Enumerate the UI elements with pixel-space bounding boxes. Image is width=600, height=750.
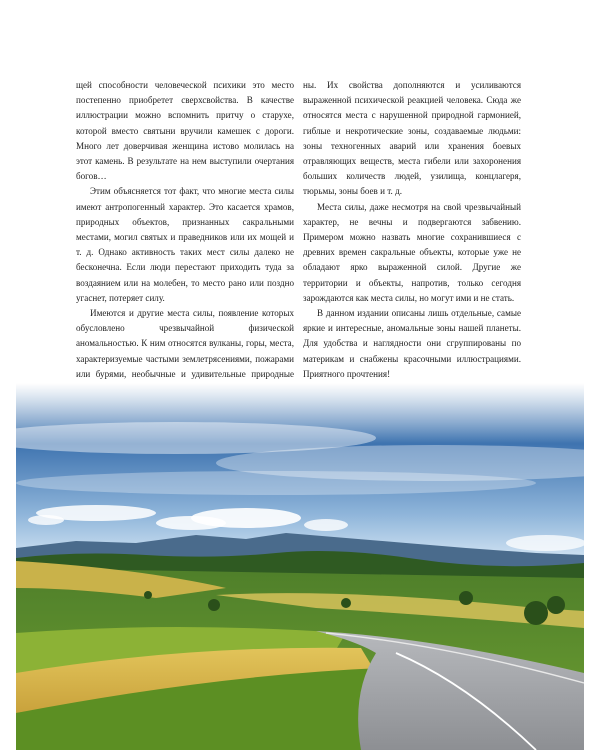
- paragraph: Имеются и другие места силы, появление которых обусловлено чрезвычайной физической аномальностью. К ним относятся вулканы, горы, места, характеризуемые частыми землетрясениями, пожарами или бурями, необычные и удивительные природные: [76, 308, 294, 379]
- paragraph: щей способности человеческой психики это место постепенно приобретет сверхсвойства. В качестве иллюстрации можно вспомнить притчу о старухе, которой вместо святыни вручили камешек с дороги. Много лет доверчивая женщина истово молилась на этот камень. В результате на нем выступили очертания богов…: [76, 80, 294, 182]
- text-column-right: [303, 78, 521, 382]
- text-column-left: [76, 78, 294, 397]
- paragraph: Места силы, даже несмотря на свой чрезвычайный характер, не вечны и подвергаются забвению. Примером можно назвать многие сохранившиеся с древних времен сакральные объекты, которые уже не обладают ярко выраженной силой. Другие же территории и объекты, напротив, только сегодня зарождаются как места силы, но могут ими и не стать.: [303, 201, 521, 303]
- landscape-photo: [16, 383, 584, 750]
- paragraph: В данном издании описаны лишь отдельные, самые яркие и интересные, аномальные зоны нашей планеты. Для удобства и наглядности они сгруппированы по материкам и снабжены красочными иллюстрациями. Приятного прочтения!: [303, 308, 521, 379]
- landscape-illustration: [16, 383, 584, 750]
- paragraph: ны. Их свойства дополняются и усиливаются выраженной психической реакцией человека. Сюда же относятся места с нарушенной природной гармонией, гиблые и некротические зоны, создаваемые людьми: зоны техногенных аварий или хранения боевых отравляющих веществ, места гибели или захоронения больших количеств людей, узилища, концлагеря, тюрьмы, зоны боев и т. д.: [303, 80, 521, 197]
- paragraph: Этим объясняется тот факт, что многие места силы имеют антропогенный характер. Это касается храмов, природных объектов, признанных сакральными местами, могил святых и праведников или их мощей и т. д. Однако активность таких мест силы далеко не бесконечна. Если люди перестают приходить туда за воздаянием или на молебен, то место рано или поздно угаснет, потеряет силу.: [76, 186, 294, 303]
